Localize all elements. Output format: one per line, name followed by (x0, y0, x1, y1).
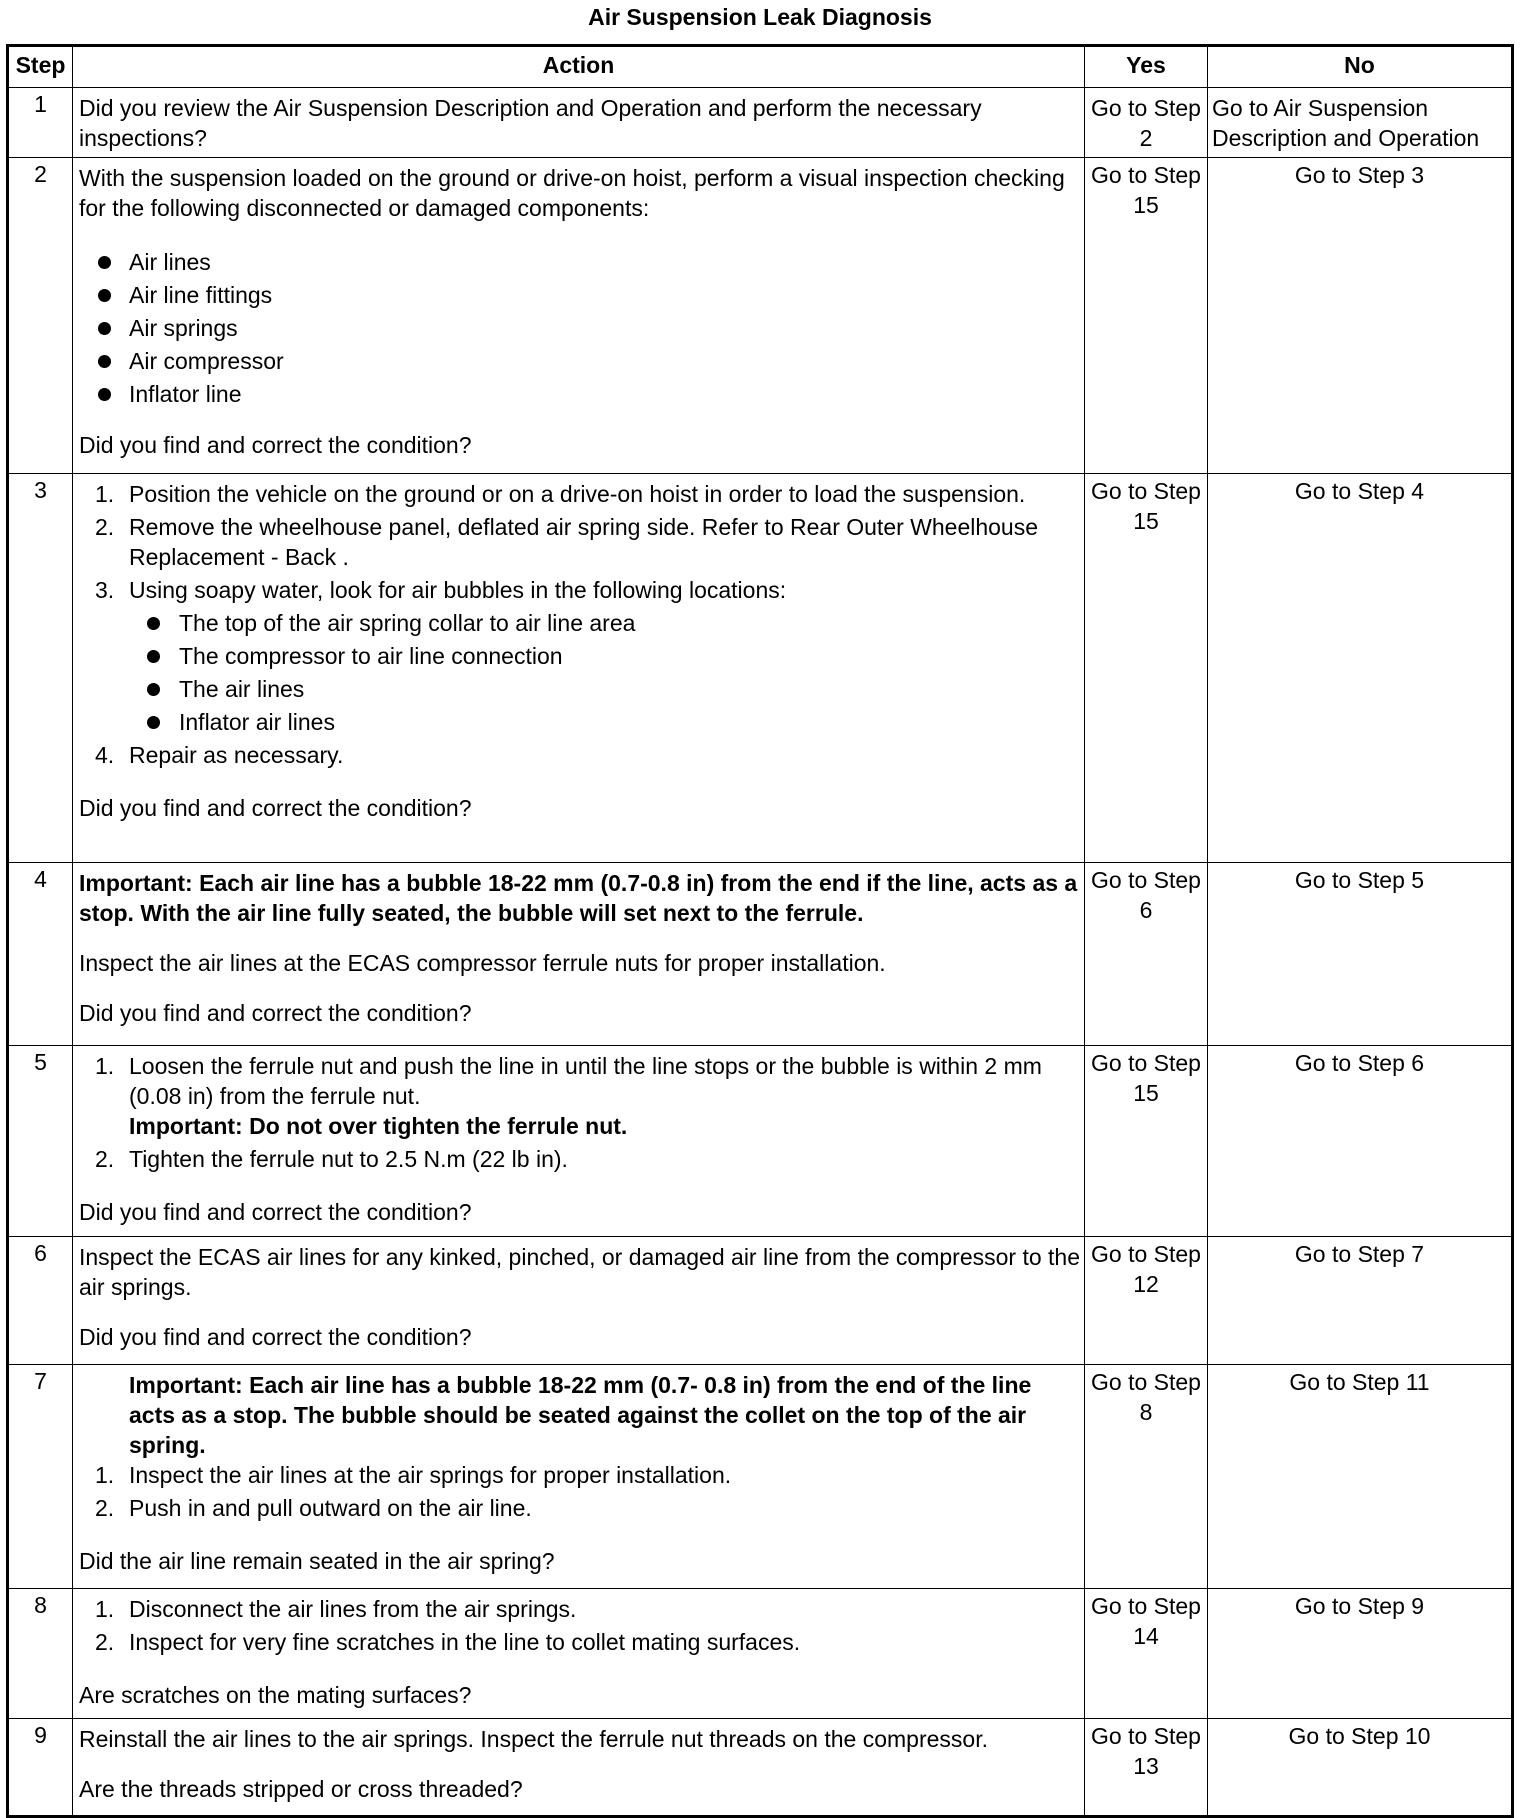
header-step: Step (8, 46, 73, 88)
list-item: 2. Push in and pull outward on the air line. (95, 1495, 532, 1521)
table-row-step-1 (8, 88, 1513, 158)
question-text: Did you find and correct the condition? (79, 1000, 472, 1026)
step-number: 7 (8, 1365, 73, 1589)
action-cell (73, 1719, 1085, 1817)
list-item: The top of the air spring collar to air line area (79, 608, 1080, 638)
step-number: 4 (8, 863, 73, 1046)
yes-cell: Go to Step 8 (1085, 1365, 1208, 1589)
yes-cell: Go to Step 2 (1085, 88, 1208, 158)
no-cell: Go to Step 5 (1208, 863, 1513, 1046)
yes-cell: Go to Step 12 (1085, 1237, 1208, 1365)
action-cell (73, 474, 1085, 863)
question-text: Did the air line remain seated in the air spring? (79, 1548, 555, 1574)
list-item: The compressor to air line connection (79, 641, 1080, 671)
yes-cell: Go to Step 15 (1085, 158, 1208, 474)
important-note: Important: Do not over tighten the ferrule nut. (129, 1113, 628, 1139)
question-text: Are scratches on the mating surfaces? (79, 1682, 472, 1708)
question-text: Did you find and correct the condition? (79, 432, 472, 458)
question-text: Did you review the Air Suspension Description and Operation and perform the necessary inspections? (79, 95, 982, 151)
no-cell: Go to Step 10 (1208, 1719, 1513, 1817)
header-no: No (1208, 46, 1513, 88)
header-action: Action (73, 46, 1085, 88)
action-cell (73, 158, 1085, 474)
list-item: Air line fittings (79, 280, 1080, 310)
yes-cell: Go to Step 14 (1085, 1589, 1208, 1719)
step-number: 8 (8, 1589, 73, 1719)
no-cell: Go to Step 11 (1208, 1365, 1513, 1589)
step-number: 1 (8, 88, 73, 158)
table-row-step-5 (8, 1046, 1513, 1237)
list-item: Inflator line (79, 379, 1080, 409)
list-item: 2. Remove the wheelhouse panel, deflated air spring side. Refer to Rear Outer Wheelhouse Replacement - Back . (95, 514, 1039, 570)
table-row-step-9 (8, 1719, 1513, 1817)
question-text: Did you find and correct the condition? (79, 1199, 472, 1225)
step-number: 3 (8, 474, 73, 863)
procedure-list (79, 479, 1080, 770)
list-item: 1. Loosen the ferrule nut and push the line in until the line stops or the bubble is within 2 mm (0.08 in) from the ferrule nut. Important: Do not over tighten the ferrule nut. (79, 1051, 1080, 1141)
table-row-step-8 (8, 1589, 1513, 1719)
yes-cell: Go to Step 15 (1085, 474, 1208, 863)
step-number: 2 (8, 158, 73, 474)
instruction-text: Reinstall the air lines to the air springs. Inspect the ferrule nut threads on the compressor. (79, 1726, 988, 1752)
action-cell (73, 863, 1085, 1046)
action-cell (73, 88, 1085, 158)
document-title: Air Suspension Leak Diagnosis (588, 4, 932, 30)
no-cell: Go to Step 9 (1208, 1589, 1513, 1719)
question-text: Are the threads stripped or cross threaded? (79, 1776, 523, 1802)
header-yes: Yes (1085, 46, 1208, 88)
action-cell (73, 1046, 1085, 1237)
table-row-step-7 (8, 1365, 1513, 1589)
table-header-row (8, 46, 1513, 88)
location-list (79, 608, 1080, 737)
list-item: Air compressor (79, 346, 1080, 376)
no-cell: Go to Step 4 (1208, 474, 1513, 863)
table-row-step-3 (8, 474, 1513, 863)
diagnosis-table (6, 44, 1514, 1818)
table-row-step-6 (8, 1237, 1513, 1365)
table-row-step-4 (8, 863, 1513, 1046)
procedure-list (79, 1594, 1080, 1657)
list-item: 1. Inspect the air lines at the air springs for proper installation. (95, 1462, 732, 1488)
intro-text: With the suspension loaded on the ground or drive-on hoist, perform a visual inspection checking for the following disconnected or damaged components: (79, 165, 1065, 221)
list-item: Inflator air lines (79, 707, 1080, 737)
no-cell: Go to Step 7 (1208, 1237, 1513, 1365)
yes-cell: Go to Step 13 (1085, 1719, 1208, 1817)
list-item: 1. Position the vehicle on the ground or on a drive-on hoist in order to load the suspension. (95, 481, 1026, 507)
table-row-step-2 (8, 158, 1513, 474)
list-item: 2. Tighten the ferrule nut to 2.5 N.m (22 lb in). (95, 1146, 568, 1172)
list-item: 4. Repair as necessary. (95, 742, 344, 768)
question-text: Did you find and correct the condition? (79, 795, 472, 821)
action-cell (73, 1589, 1085, 1719)
list-item: 3. Using soapy water, look for air bubbles in the following locations: The top of the air spring collar to air line area The compressor to air line connection The air lines Inflator air lines (79, 575, 1080, 737)
yes-cell: Go to Step 15 (1085, 1046, 1208, 1237)
step-number: 5 (8, 1046, 73, 1237)
important-note: Important: Each air line has a bubble 18-22 mm (0.7-0.8 in) from the end if the line, acts as a stop. With the air line fully seated, the bubble will set next to the ferrule. (79, 870, 1078, 926)
procedure-list (79, 1051, 1080, 1174)
yes-cell: Go to Step 6 (1085, 863, 1208, 1046)
step-number: 9 (8, 1719, 73, 1817)
no-cell: Go to Air Suspension Description and Operation (1208, 88, 1513, 158)
important-note: Important: Each air line has a bubble 18-22 mm (0.7- 0.8 in) from the end of the line acts as a stop. The bubble should be seated against the collet on the top of the air spring. (129, 1372, 1032, 1458)
list-item: Air lines (79, 247, 1080, 277)
action-cell (73, 1237, 1085, 1365)
no-cell: Go to Step 3 (1208, 158, 1513, 474)
list-item: 2. Inspect for very fine scratches in the line to collet mating surfaces. (95, 1629, 801, 1655)
instruction-text: Inspect the air lines at the ECAS compressor ferrule nuts for proper installation. (79, 950, 886, 976)
list-item: 1. Disconnect the air lines from the air springs. (95, 1596, 577, 1622)
question-text: Did you find and correct the condition? (79, 1324, 472, 1350)
no-cell: Go to Step 6 (1208, 1046, 1513, 1237)
instruction-text: Inspect the ECAS air lines for any kinked, pinched, or damaged air line from the compressor to the air springs. (79, 1244, 1081, 1300)
list-item: The air lines (79, 674, 1080, 704)
action-cell (73, 1365, 1085, 1589)
step-number: 6 (8, 1237, 73, 1365)
list-item: Air springs (79, 313, 1080, 343)
procedure-list (79, 1460, 1080, 1523)
component-list (79, 247, 1080, 409)
